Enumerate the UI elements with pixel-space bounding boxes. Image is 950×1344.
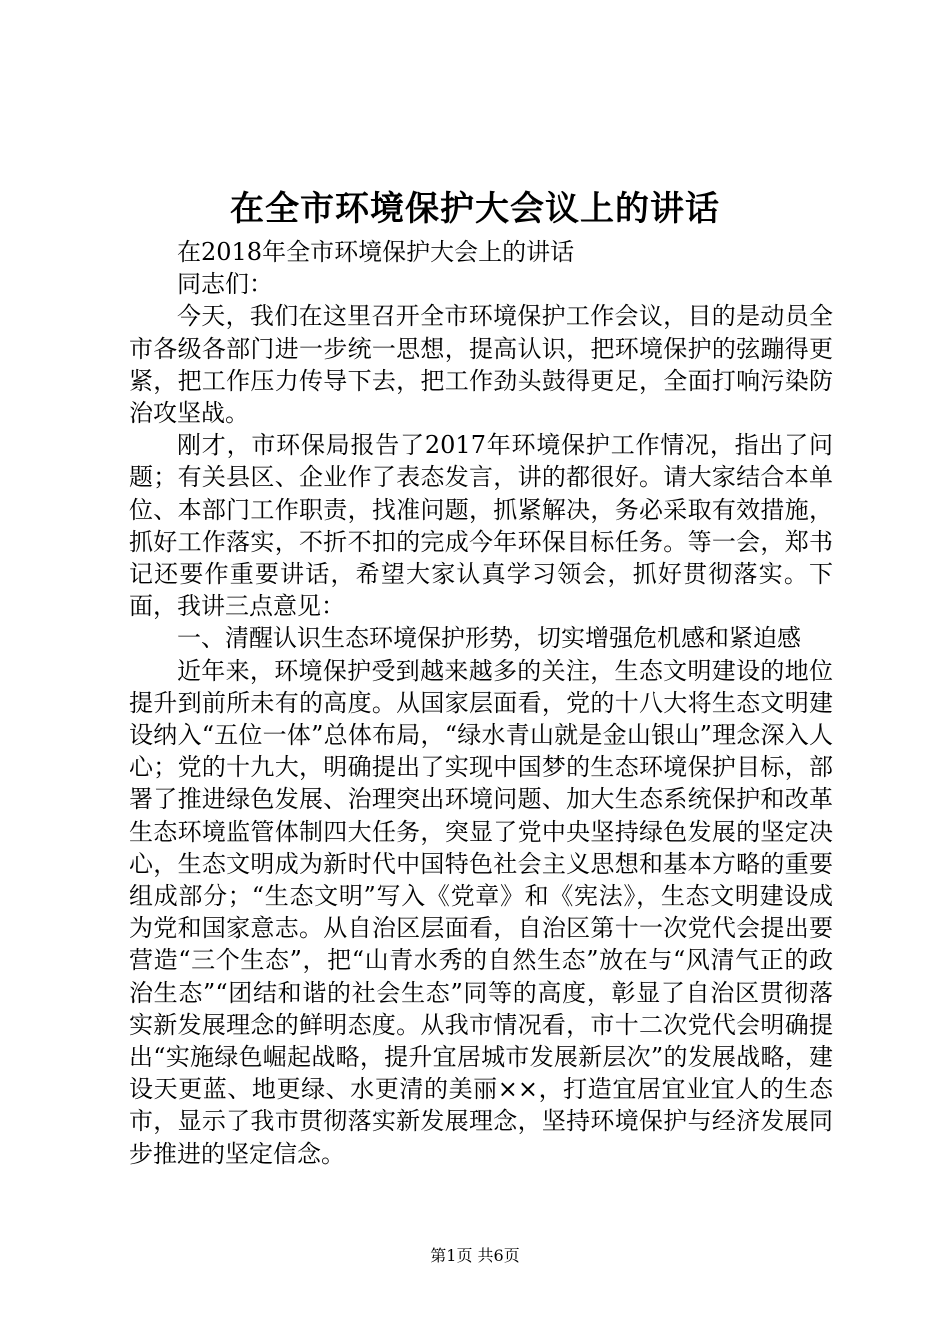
paragraph-review: 刚才，市环保局报告了2017年环境保护工作情况，指出了问题；有关县区、企业作了表态发言，讲的都很好。请大家结合本单位、本部门工作职责，找准问题，抓紧解决，务必采取有效措施，抓好工作落实，不折不扣的完成今年环保目标任务。等一会，郑书记还要作重要讲话，希望大家认真学习领会，抓好贯彻落实。下面，我讲三点意见： (129, 431, 833, 621)
page-number: 第1页 共6页 (430, 1246, 520, 1265)
speech-subtitle: 在2018年全市环境保护大会上的讲话 (177, 238, 575, 266)
salutation: 同志们： (177, 270, 273, 299)
document-title: 在全市环境保护大会议上的讲话 (230, 189, 720, 229)
section-heading-1: 一、清醒认识生态环境保护形势，切实增强危机感和紧迫感 (177, 624, 801, 653)
document-body (129, 236, 833, 1170)
paragraph-opening: 今天，我们在这里召开全市环境保护工作会议，目的是动员全市各级各部门进一步统一思想，提高认识，把环境保护的弦蹦得更紧，把工作压力传导下去，把工作劲头鼓得更足，全面打响污染防治攻坚战。 (129, 302, 833, 428)
paragraph-situation: 近年来，环境保护受到越来越多的关注，生态文明建设的地位提升到前所未有的高度。从国家层面看，党的十八大将生态文明建设纳入“五位一体”总体布局，“绿水青山就是金山银山”理念深入人心；党的十九大，明确提出了实现中国梦的生态环境保护目标，部署了推进绿色发展、治理突出环境问题、加大生态系统保护和改革生态环境监管体制四大任务，突显了党中央坚持绿色发展的坚定决心，生态文明成为新时代中国特色社会主义思想和基本方略的重要组成部分；“生态文明”写入《党章》和《宪法》，生态文明建设成为党和国家意志。从自治区层面看，自治区第十一次党代会提出要营造“三个生态”，把“山青水秀的自然生态”放在与“风清气正的政治生态”“团结和谐的社会生态”同等的高度，彰显了自治区贯彻落实新发展理念的鲜明态度。从我市情况看，市十二次党代会明确提出“实施绿色崛起战略，提升宜居城市发展新层次”的发展战略，建设天更蓝、地更绿、水更清的美丽××，打造宜居宜业宜人的生态市，显示了我市贯彻落实新发展理念，坚持环境保护与经济发展同步推进的坚定信念。 (129, 656, 833, 1168)
